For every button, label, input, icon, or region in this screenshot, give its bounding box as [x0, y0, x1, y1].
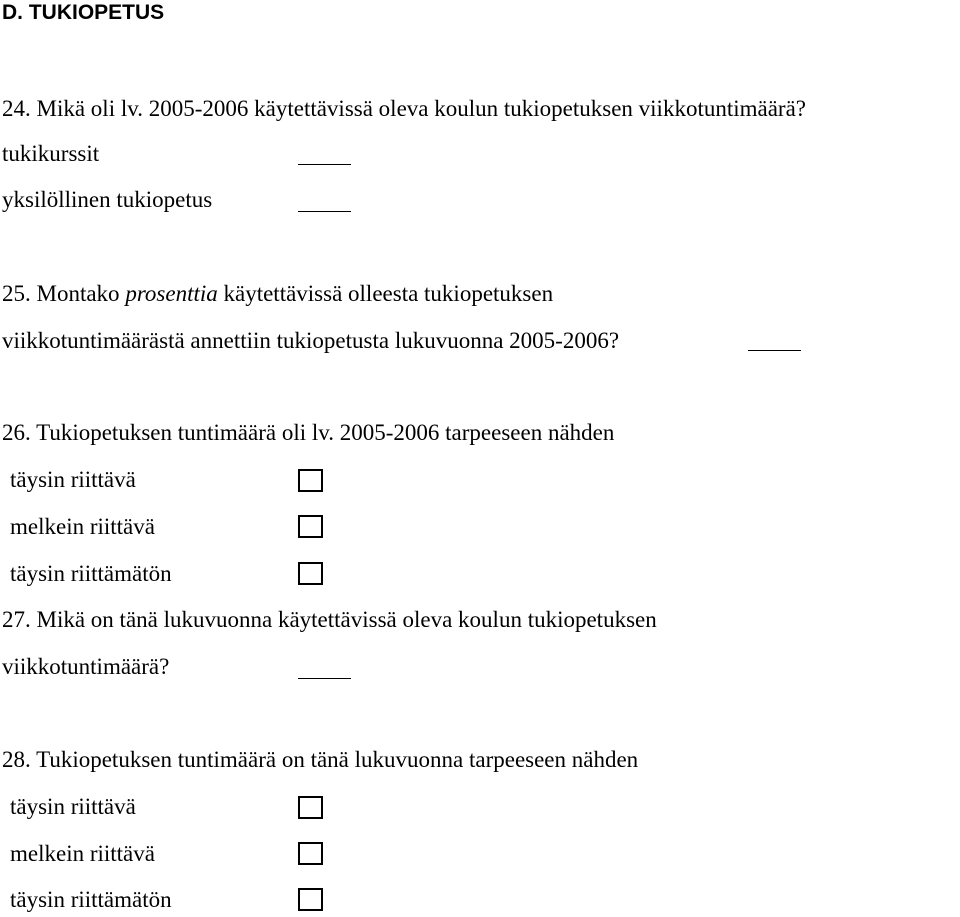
q26-option-label: melkein riittävä [10, 514, 155, 539]
section-heading: D. TUKIOPETUS [2, 1, 165, 24]
q25-text-start: 25. Montako [2, 281, 126, 306]
q28-checkbox-taysin-riittava[interactable] [298, 796, 323, 819]
q28-question: 28. Tukiopetuksen tuntimäärä on tänä lukuvuonna tarpeeseen nähden [2, 747, 639, 772]
q27-question-line1: 27. Mikä on tänä lukuvuonna käytettävissä oleva koulun tukiopetuksen [2, 607, 657, 632]
q24-item-label-yksilollinen: yksilöllinen tukiopetus [2, 187, 213, 212]
q24-question: 24. Mikä oli lv. 2005-2006 käytettävissä oleva koulun tukiopetuksen viikkotuntimäärä? [2, 96, 807, 121]
q28-checkbox-taysin-riittamaton[interactable] [298, 888, 323, 911]
q26-checkbox-melkein-riittava[interactable] [298, 515, 323, 538]
q28-option-label: täysin riittävä [10, 794, 136, 819]
q24-tukikurssit-answer-field[interactable] [298, 164, 351, 165]
q25-question-line1 [2, 282, 553, 305]
q25-question-line2: viikkotuntimäärästä annettiin tukiopetusta lukuvuonna 2005-2006? [2, 328, 620, 353]
q27-answer-field[interactable] [298, 678, 351, 679]
q26-checkbox-taysin-riittava[interactable] [298, 469, 323, 492]
q25-emphasis: prosenttia [125, 281, 218, 306]
q26-option-label: täysin riittämätön [10, 561, 172, 586]
q25-text-end: käytettävissä olleesta tukiopetuksen [217, 281, 554, 306]
q27-question-line2: viikkotuntimäärä? [2, 654, 170, 679]
q24-item-label-tukikurssit: tukikurssit [2, 141, 100, 166]
q28-option-label: täysin riittämätön [10, 887, 172, 912]
q26-question: 26. Tukiopetuksen tuntimäärä oli lv. 2005-2006 tarpeeseen nähden [2, 420, 615, 445]
q26-checkbox-taysin-riittamaton[interactable] [298, 562, 323, 585]
q26-option-label: täysin riittävä [10, 467, 136, 492]
q24-yksilollinen-answer-field[interactable] [298, 211, 351, 212]
q25-answer-field[interactable] [748, 350, 801, 351]
q28-option-label: melkein riittävä [10, 841, 155, 866]
q28-checkbox-melkein-riittava[interactable] [298, 842, 323, 865]
